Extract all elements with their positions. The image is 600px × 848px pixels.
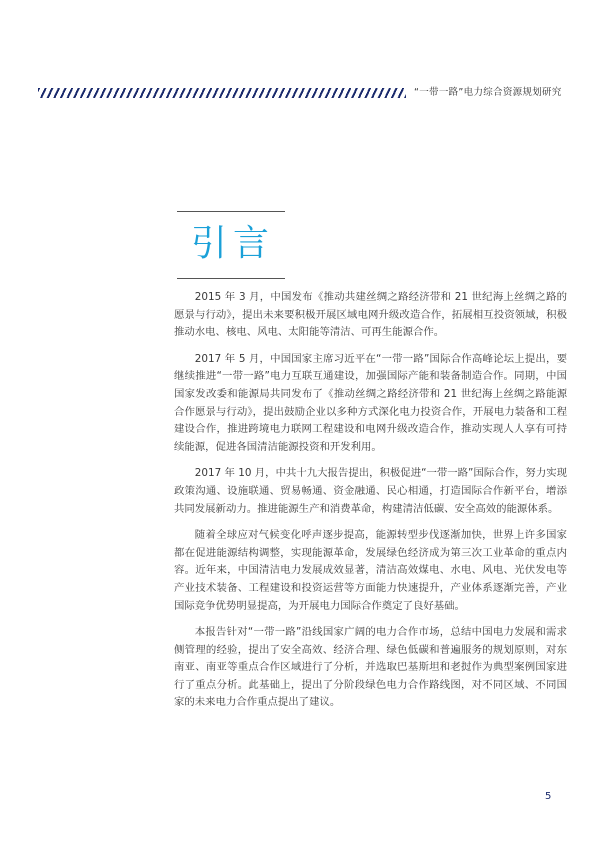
paragraph: 2017 年 5 月，中国国家主席习近平在“一带一路”国际合作高峰论坛上提出，要继续推进“一带一路”电力互联互通建设，加强国际产能和装备制造合作。同期，中国国家发改委和能源局共同发布了《推动丝绸之路经济带和 21 世纪海上丝绸之路能源合作愿景与行动》，提出鼓励企业以多种方式深化电力投资合作，开展电力装备和工程建设合作，推进跨境电力联网工程建设和电网升级改造合作，推动实现人人享有可持续能源，促进各国清洁能源投资和开发利用。	[174, 352, 567, 453]
paragraph: 2015 年 3 月，中国发布《推动共建丝绸之路经济带和 21 世纪海上丝绸之路的愿景与行动》，提出未来要积极开展区域电网升级改造合作，拓展相互投资领域，积极推动水电、核电、风电、太阳能等清洁、可再生能源合作。	[174, 291, 567, 339]
paragraph: 随着全球应对气候变化呼声逐步提高，能源转型步伐逐渐加快，世界上许多国家都在促进能源结构调整，实现能源革命，发展绿色经济成为第三次工业革命的重点内容。近年来，中国清洁电力发展成效显著，清洁高效煤电、水电、风电、光伏发电等产业技术装备、工程建设和投资运营等方面能力快速提升，产业体系逐渐完善，产业国际竞争优势明显提高，为开展电力国际合作奠定了良好基础。	[174, 529, 567, 612]
header-decorative-stripes	[38, 88, 406, 98]
title-top-rule	[177, 211, 285, 212]
page-number: 5	[545, 791, 552, 802]
paragraph: 2017 年 10 月，中共十九大报告提出，积极促进“一带一路”国际合作，努力实现政策沟通、设施联通、贸易畅通、资金融通、民心相通，打造国际合作新平台，增添共同发展新动力。推进能源生产和消费革命，构建清洁低碳、安全高效的能源体系。	[174, 467, 567, 515]
section-title: 引言	[191, 223, 276, 264]
paragraph: 本报告针对“一带一路”沿线国家广阔的电力合作市场，总结中国电力发展和需求侧管理的经验，提出了安全高效、经济合理、绿色低碳和普遍服务的规划原则，对东南亚、南亚等重点合作区域进行了分析，并选取巴基斯坦和老挝作为典型案例国家进行了重点分析。此基础上，提出了分阶段绿色电力合作路线图，对不同区域、不同国家的未来电力合作重点提出了建议。	[174, 626, 567, 709]
title-bottom-rule	[177, 278, 285, 279]
section-title-block	[177, 211, 285, 279]
body-text	[174, 289, 567, 721]
running-header-title: “一带一路”电力综合资源规划研究	[414, 87, 562, 98]
